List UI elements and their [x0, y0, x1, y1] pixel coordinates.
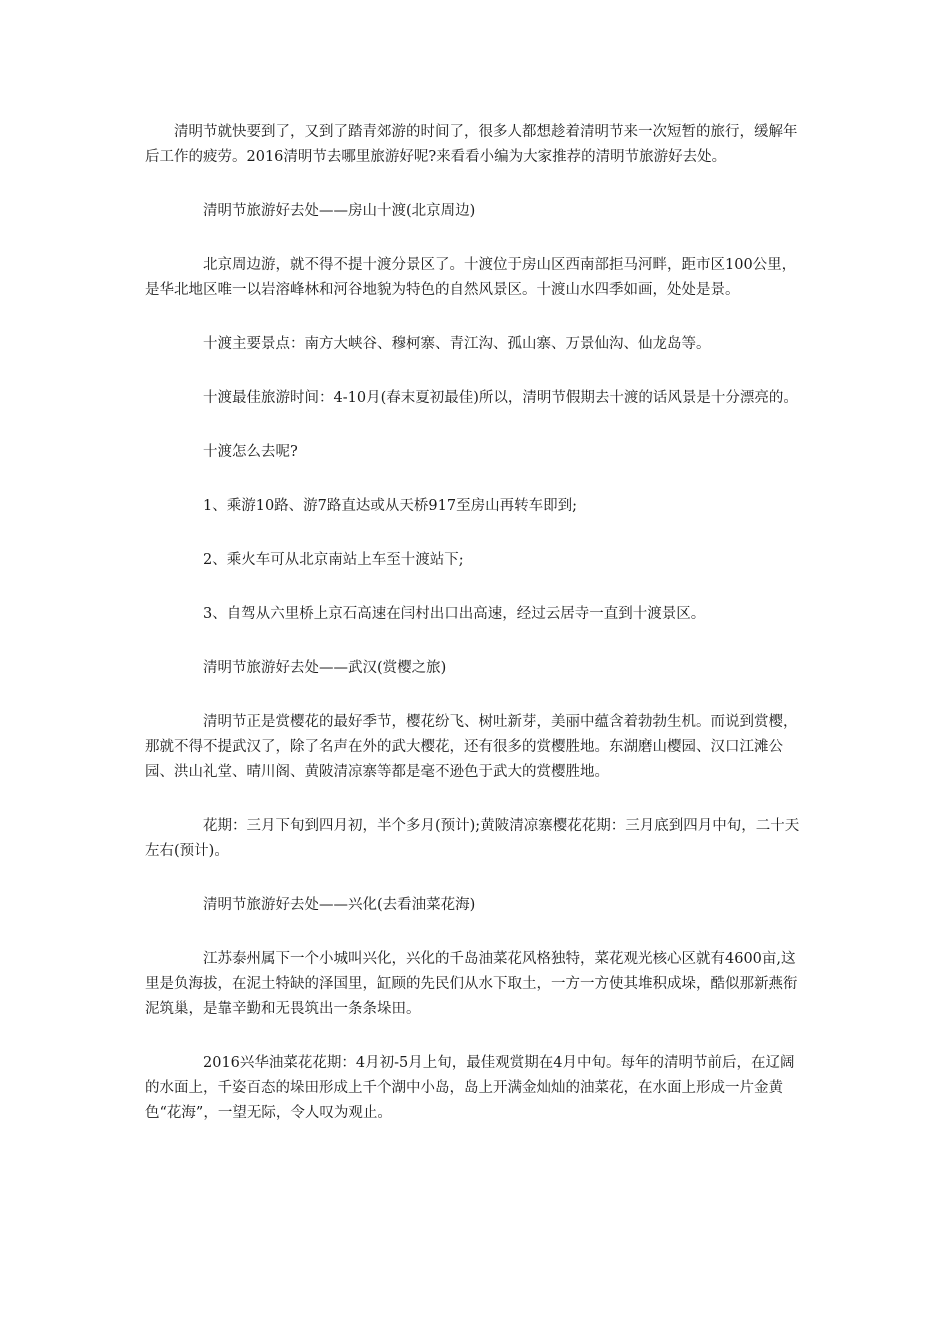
shidu-attractions-paragraph: 十渡主要景点：南方大峡谷、穆柯寨、青江沟、孤山寨、万景仙沟、仙龙岛等。 — [203, 336, 711, 352]
shidu-how-to-go-heading: 十渡怎么去呢? — [203, 444, 298, 460]
intro-paragraph: 清明节就快要到了，又到了踏青郊游的时间了，很多人都想趁着清明节来一次短暂的旅行，缓解年后工作的疲劳。2016清明节去哪里旅游好呢?来看看小编为大家推荐的清明节旅游好去处。 — [145, 124, 798, 165]
shidu-route-2: 2、乘火车可从北京南站上车至十渡站下; — [203, 552, 464, 568]
shidu-description-paragraph: 北京周边游，就不得不提十渡分景区了。十渡位于房山区西南部拒马河畔，距市区100公里，是华北地区唯一以岩溶峰林和河谷地貌为特色的自然风景区。十渡山水四季如画，处处是景。 — [145, 257, 797, 298]
section-heading-xinghua: 清明节旅游好去处——兴化(去看油菜花海) — [203, 897, 476, 913]
wuhan-flowering-period-paragraph: 花期：三月下旬到四月初，半个多月(预计);黄陂清凉寨樱花花期：三月底到四月中旬，二十天左右(预计)。 — [145, 818, 800, 859]
section-heading-shidu: 清明节旅游好去处——房山十渡(北京周边) — [203, 203, 476, 219]
shidu-best-time-paragraph: 十渡最佳旅游时间：4-10月(春末夏初最佳)所以，清明节假期去十渡的话风景是十分漂亮的。 — [203, 390, 798, 406]
wuhan-description-paragraph: 清明节正是赏樱花的最好季节，樱花纷飞、树吐新芽，美丽中蕴含着勃勃生机。而说到赏樱，那就不得不提武汉了，除了名声在外的武大樱花，还有很多的赏樱胜地。东湖磨山樱园、汉口江滩公园、洪山礼堂、晴川阁、黄陂清凉寨等都是毫不逊色于武大的赏樱胜地。 — [145, 714, 798, 780]
document-body — [145, 120, 805, 1155]
xinghua-description-paragraph: 江苏泰州属下一个小城叫兴化，兴化的千岛油菜花风格独特，菜花观光核心区就有4600亩,这里是负海拔，在泥土特缺的泽国里，缸顾的先民们从水下取土，一方一方使其堆积成垛，酷似那新燕衔泥筑巢，是靠辛勤和无畏筑出一条条垛田。 — [145, 951, 798, 1017]
xinghua-flowering-period-paragraph: 2016兴华油菜花花期：4月初-5月上旬，最佳观赏期在4月中旬。每年的清明节前后，在辽阔的水面上，千姿百态的垛田形成上千个湖中小岛，岛上开满金灿灿的油菜花，在水面上形成一片金黄色“花海”，一望无际，令人叹为观止。 — [145, 1055, 795, 1121]
shidu-route-1: 1、乘游10路、游7路直达或从天桥917至房山再转车即到; — [203, 498, 577, 514]
section-heading-wuhan: 清明节旅游好去处——武汉(赏樱之旅) — [203, 660, 447, 676]
shidu-route-3: 3、自驾从六里桥上京石高速在闫村出口出高速，经过云居寺一直到十渡景区。 — [203, 606, 706, 622]
